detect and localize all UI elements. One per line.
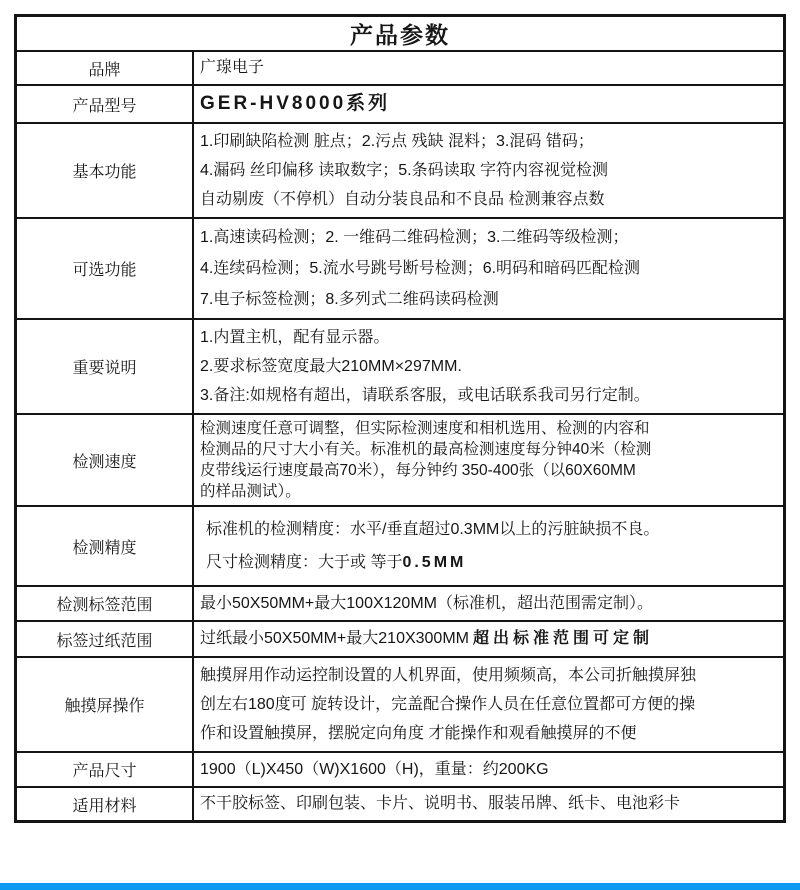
table-row: [17, 122, 783, 217]
table-row: [17, 318, 783, 413]
value-text: 尺寸检测精度：大于或 等于: [206, 554, 403, 571]
value-line: 检测速度任意可调整，但实际检测速度和相机选用、检测的内容和: [200, 420, 650, 437]
row-label: 标签过纸范围: [17, 622, 194, 656]
page-title: 产品参数: [350, 22, 450, 48]
table-title-row: [17, 17, 783, 50]
value-line: 不干胶标签、印刷包装、卡片、说明书、服装吊牌、纸卡、电池彩卡: [200, 795, 681, 812]
row-value: [194, 658, 783, 751]
table-row: [17, 505, 783, 585]
value-line: 最小50X50MM+最大100X120MM（标准机，超出范围需定制）。: [200, 594, 653, 612]
value-line: 创左右180度可 旋转设计，完盖配合操作人员在任意位置都可方便的操: [200, 696, 696, 713]
row-value: [194, 753, 783, 786]
row-label: 产品尺寸: [17, 753, 194, 786]
row-label: 品牌: [17, 52, 194, 84]
value-line: 作和设置触摸屏，摆脱定向角度 才能操作和观看触摸屏的不便: [200, 725, 637, 742]
value-line: [200, 626, 779, 652]
row-value: [194, 52, 783, 84]
value-line: GER-HV8000系列: [200, 93, 391, 114]
table-row: [17, 585, 783, 620]
value-text: 过纸最小50X50MM+最大210X300MM: [200, 630, 469, 647]
row-label: 检测精度: [17, 507, 194, 585]
row-value: [194, 320, 783, 413]
value-line: 1.内置主机，配有显示器。: [200, 329, 390, 346]
table-row: [17, 84, 783, 122]
row-value: [194, 622, 783, 656]
bottom-accent-bar: [0, 883, 800, 890]
row-value: [194, 86, 783, 122]
value-line: 4.连续码检测；5.流水号跳号断号检测；6.明码和暗码匹配检测: [200, 260, 641, 277]
table-row: [17, 413, 783, 505]
table-row: [17, 620, 783, 656]
value-line: 标准机的检测精度：水平/垂直超过0.3MM以上的污脏缺损不良。: [206, 521, 660, 538]
row-value: [194, 415, 783, 505]
row-label: 产品型号: [17, 86, 194, 122]
row-value: [194, 587, 783, 620]
row-value: [194, 219, 783, 318]
table-row: [17, 656, 783, 751]
value-line: 检测品的尺寸大小有关。标准机的最高检测速度每分钟40米（检测: [200, 441, 652, 458]
value-line: 广瑔电子: [200, 59, 265, 76]
row-label: 检测标签范围: [17, 587, 194, 620]
table-row: [17, 217, 783, 318]
value-line: 3.备注:如规格有超出，请联系客服，或电话联系我司另行定制。: [200, 387, 650, 404]
row-value: [194, 507, 783, 585]
row-label: 适用材料: [17, 788, 194, 820]
row-label: 触摸屏操作: [17, 658, 194, 751]
value-line: [206, 546, 779, 579]
value-line: 2.要求标签宽度最大210MM×297MM.: [200, 358, 462, 375]
value-line: 触摸屏用作动运控制设置的人机界面，使用频频高，本公司折触摸屏独: [200, 667, 697, 684]
table-row: [17, 50, 783, 84]
row-value: [194, 788, 783, 820]
table-row: [17, 786, 783, 820]
value-text-bold: 超出标准范围可定制: [473, 630, 654, 647]
row-label: 基本功能: [17, 124, 194, 217]
value-line: 自动剔废（不停机）自动分装良品和不良品 检测兼容点数: [200, 191, 605, 208]
value-line: 4.漏码 丝印偏移 读取数字；5.条码读取 字符内容视觉检测: [200, 162, 609, 179]
value-line: 皮带线运行速度最高70米），每分钟约 350-400张（以60X60MM: [200, 462, 636, 479]
value-text-bold: 0.5MM: [402, 554, 467, 571]
table-row: [17, 751, 783, 786]
row-value: [194, 124, 783, 217]
value-line: 1900（L)X450（W)X1600（H)，重量：约200KG: [200, 760, 549, 778]
row-label: 重要说明: [17, 320, 194, 413]
value-line: 1.高速读码检测；2. 一维码二维码检测；3.二维码等级检测；: [200, 229, 629, 246]
value-line: 1.印刷缺陷检测 脏点；2.污点 残缺 混料；3.混码 错码；: [200, 133, 594, 150]
row-label: 可选功能: [17, 219, 194, 318]
row-label: 检测速度: [17, 415, 194, 505]
value-line: 的样品测试）。: [200, 483, 301, 500]
spec-table: [14, 14, 786, 823]
value-line: 7.电子标签检测；8.多列式二维码读码检测: [200, 291, 499, 308]
